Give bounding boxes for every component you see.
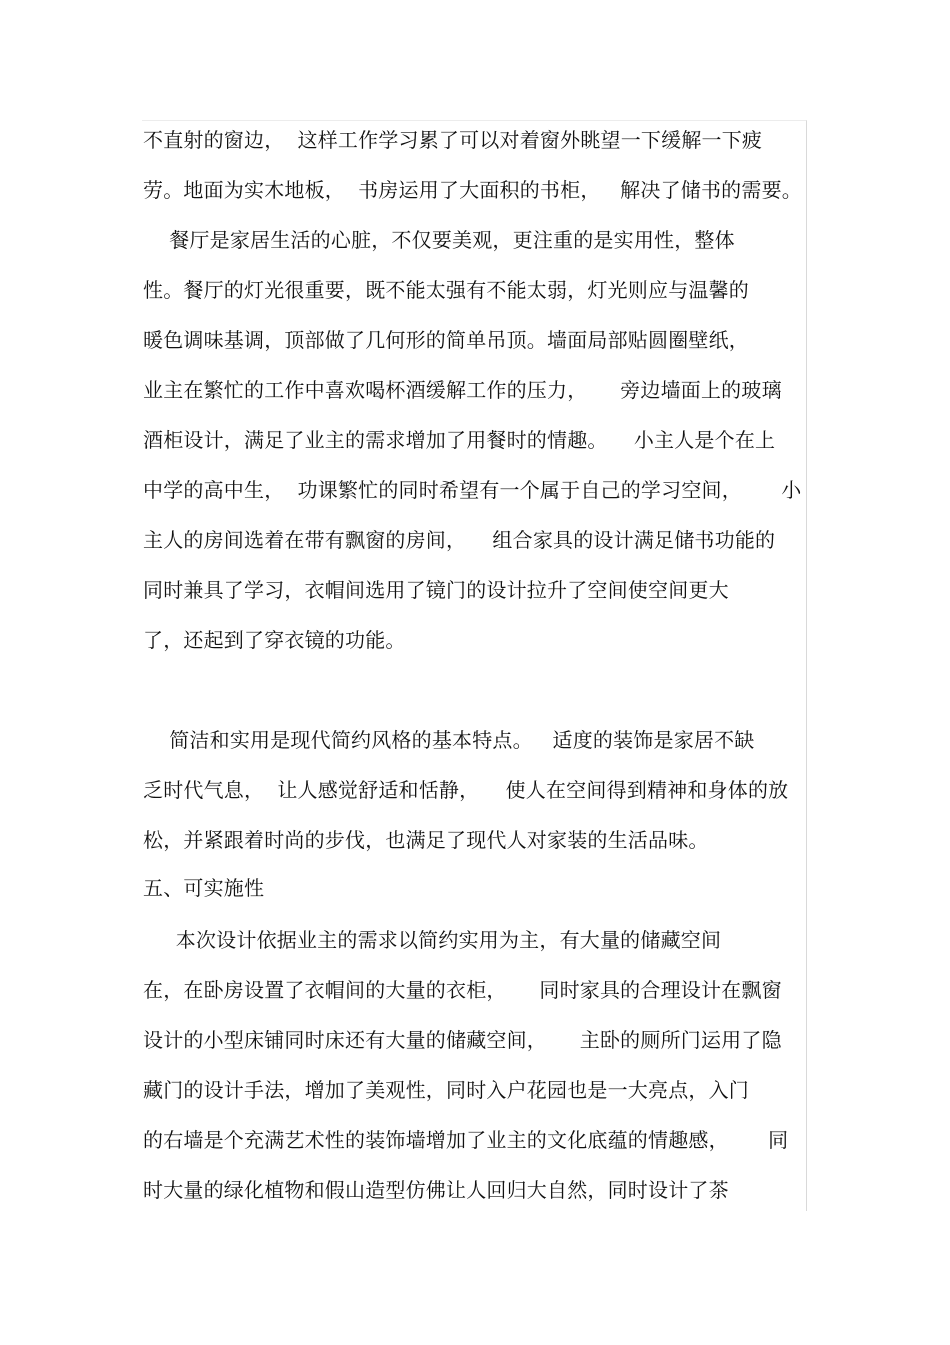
paragraph-4-line-6: 时大量的绿化植物和假山造型仿佛让人回归大自然，同时设计了茶 bbox=[143, 1178, 729, 1202]
paragraph-2-line-1: 餐厅是家居生活的心脏，不仅要美观，更注重的是实用性，整体 bbox=[143, 228, 735, 252]
paragraph-1-line-1: 不直射的窗边， 这样工作学习累了可以对着窗外眺望一下缓解一下疲 bbox=[143, 128, 763, 152]
paragraph-2-line-5: 酒柜设计，满足了业主的需求增加了用餐时的情趣。 小主人是个在上 bbox=[143, 428, 776, 452]
paragraph-4-line-1: 本次设计依据业主的需求以简约实用为主，有大量的储藏空间 bbox=[143, 928, 722, 952]
paragraph-1-line-2: 劳。地面为实木地板， 书房运用了大面积的书柜， 解决了储书的需要。 bbox=[143, 178, 802, 202]
paragraph-2-line-7: 主人的房间选着在带有飘窗的房间， 组合家具的设计满足储书功能的 bbox=[143, 528, 776, 552]
paragraph-2-line-3: 暖色调味基调，顶部做了几何形的简单吊顶。墙面局部贴圆圈壁纸， bbox=[143, 328, 749, 352]
paragraph-4-line-4: 藏门的设计手法，增加了美观性，同时入户花园也是一大亮点，入门 bbox=[143, 1078, 749, 1102]
paragraph-4-line-3: 设计的小型床铺同时床还有大量的储藏空间， 主卧的厕所门运用了隐 bbox=[143, 1028, 782, 1052]
paragraph-2-line-6: 中学的高中生， 功课繁忙的同时希望有一个属于自己的学习空间， 小 bbox=[143, 478, 802, 502]
section-heading: 五、可实施性 bbox=[143, 876, 265, 900]
paragraph-4-line-5: 的右墙是个充满艺术性的装饰墙增加了业主的文化底蕴的情趣感， 同 bbox=[143, 1128, 789, 1152]
paragraph-2-line-9: 了，还起到了穿衣镜的功能。 bbox=[143, 628, 406, 652]
paragraph-2-line-4: 业主在繁忙的工作中喜欢喝杯酒缓解工作的压力， 旁边墙面上的玻璃 bbox=[143, 378, 782, 402]
paragraph-3-line-3: 松，并紧跟着时尚的步伐，也满足了现代人对家装的生活品味。 bbox=[143, 828, 709, 852]
paragraph-3-line-1: 简洁和实用是现代简约风格的基本特点。 适度的装饰是家居不缺 bbox=[143, 728, 755, 752]
paragraph-3-line-2: 乏时代气息， 让人感觉舒适和恬静， 使人在空间得到精神和身体的放 bbox=[143, 778, 789, 802]
paragraph-4-line-2: 在，在卧房设置了衣帽间的大量的衣柜， 同时家具的合理设计在飘窗 bbox=[143, 978, 782, 1002]
paragraph-2-line-2: 性。餐厅的灯光很重要，既不能太强有不能太弱，灯光则应与温馨的 bbox=[143, 278, 749, 302]
paragraph-2-line-8: 同时兼具了学习，衣帽间选用了镜门的设计拉升了空间使空间更大 bbox=[143, 578, 729, 602]
